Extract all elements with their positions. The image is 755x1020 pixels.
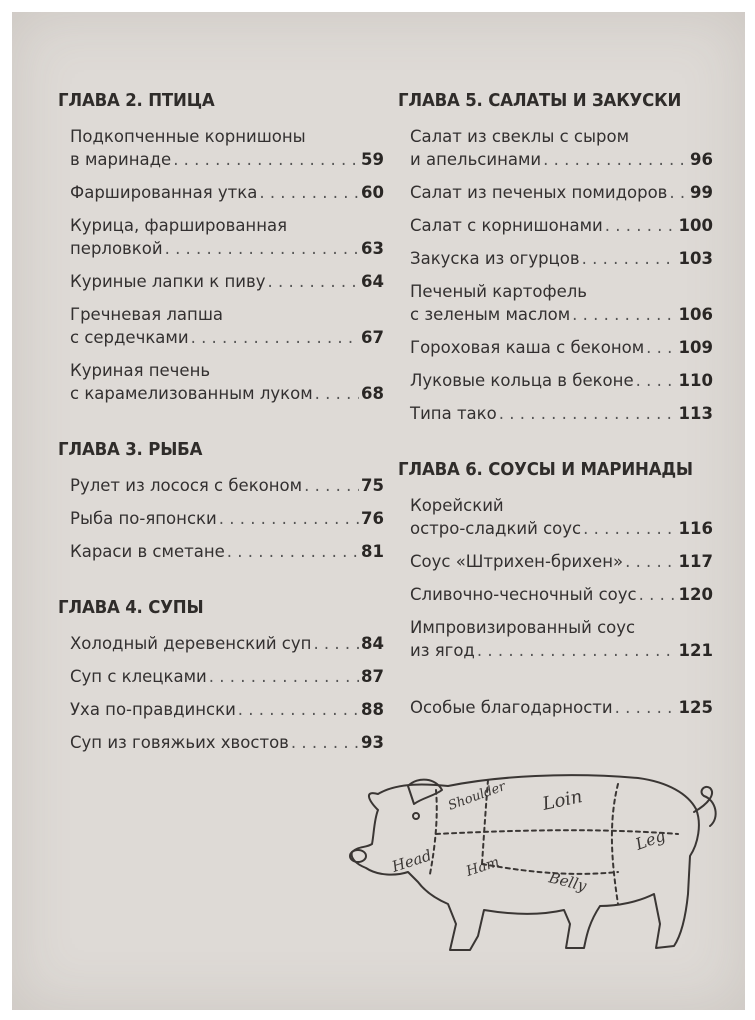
- toc-entry[interactable]: [410, 616, 713, 662]
- entry-title-line2: [410, 214, 713, 237]
- entry-title-line2: [70, 540, 384, 563]
- page-number: 110: [678, 371, 713, 390]
- dot-leader: [304, 474, 359, 497]
- toc-entry[interactable]: [410, 280, 713, 326]
- toc-entry[interactable]: [410, 402, 713, 425]
- entry-title-line2: [70, 632, 384, 655]
- dot-leader: [313, 632, 359, 655]
- page-number: 113: [678, 404, 713, 423]
- page-number: 75: [361, 476, 384, 495]
- entry-title-line1: Куриная печень: [70, 361, 211, 380]
- toc-entry[interactable]: [70, 665, 384, 688]
- entry-title-line1: Печеный картофель: [410, 282, 588, 301]
- page-number: 81: [361, 542, 384, 561]
- dot-leader: [499, 402, 677, 425]
- toc-entry[interactable]: [70, 474, 384, 497]
- entry-title-text: Салат из печеных помидоров: [410, 183, 668, 202]
- toc-entry[interactable]: [70, 359, 384, 405]
- entry-title-line1: Гречневая лапша: [70, 305, 224, 324]
- dot-leader: [636, 369, 677, 392]
- dot-leader: [227, 540, 359, 563]
- pig-eye: [413, 813, 419, 819]
- dot-leader: [267, 270, 359, 293]
- chapter-heading: ГЛАВА 6. СОУСЫ И МАРИНАДЫ: [398, 459, 693, 480]
- dot-leader: [191, 326, 359, 349]
- page-number: 100: [678, 216, 713, 235]
- entry-title-line2: [70, 731, 384, 754]
- entry-title-text: Типа тако: [410, 404, 497, 423]
- entry-title-text: Сливочно-чесночный соус: [410, 585, 637, 604]
- entry-title-text: Фаршированная утка: [70, 183, 258, 202]
- pig-label-belly: Belly: [547, 868, 589, 896]
- entry-title-text: из ягод: [410, 641, 475, 660]
- dot-leader: [219, 507, 359, 530]
- dot-leader: [209, 665, 359, 688]
- entry-title-line2: [70, 237, 384, 260]
- page-number: 87: [361, 667, 384, 686]
- toc-entry[interactable]: [410, 214, 713, 237]
- toc-entry[interactable]: [410, 336, 713, 359]
- page-number: 60: [361, 183, 384, 202]
- entry-title-line2: [410, 303, 713, 326]
- page-number: 93: [361, 733, 384, 752]
- toc-chapter-block: [398, 90, 713, 425]
- entry-title-line1: Импровизированный соус: [410, 618, 636, 637]
- toc-chapter-block: [58, 439, 384, 563]
- entry-title-text: Особые благодарности: [410, 698, 613, 717]
- page-number: 64: [361, 272, 384, 291]
- entry-title-line2: [70, 181, 384, 204]
- entry-title-line2: [70, 474, 384, 497]
- toc-entry[interactable]: [410, 247, 713, 270]
- entry-title-line2: [70, 148, 384, 171]
- page-number: 120: [678, 585, 713, 604]
- book-page: [12, 12, 745, 1010]
- toc-entry[interactable]: [410, 125, 713, 171]
- dot-leader: [639, 583, 677, 606]
- toc-entry[interactable]: [70, 125, 384, 171]
- entry-title-text: и апельсинами: [410, 150, 542, 169]
- entry-title-text: Уха по-правдински: [70, 700, 236, 719]
- page-number: 109: [678, 338, 713, 357]
- dot-leader: [583, 517, 676, 540]
- page-number: 125: [678, 698, 713, 717]
- toc-entry[interactable]: [410, 494, 713, 540]
- dot-leader: [315, 382, 359, 405]
- entry-title-line2: [410, 696, 713, 719]
- entry-title-line2: [70, 382, 384, 405]
- pig-cuts-illustration: [338, 764, 718, 964]
- entry-title-text: Суп из говяжьих хвостов: [70, 733, 289, 752]
- pig-label-head: Head: [389, 846, 434, 876]
- toc-entry[interactable]: [70, 632, 384, 655]
- page-number: 59: [361, 150, 384, 169]
- pig-tail: [694, 787, 716, 826]
- dot-leader: [615, 696, 677, 719]
- toc-entry-acknowledgements[interactable]: [410, 696, 713, 719]
- dot-leader: [572, 303, 676, 326]
- toc-right-column: [398, 90, 713, 729]
- toc-entry[interactable]: [70, 303, 384, 349]
- entry-title-text: Закуска из огурцов: [410, 249, 580, 268]
- toc-entry[interactable]: [410, 369, 713, 392]
- entry-title-line2: [410, 639, 713, 662]
- chapter-heading: ГЛАВА 4. СУПЫ: [58, 597, 204, 618]
- entry-title-line2: [410, 369, 713, 392]
- entry-title-line2: [410, 148, 713, 171]
- chapter-heading: ГЛАВА 5. САЛАТЫ И ЗАКУСКИ: [398, 90, 682, 111]
- entry-title-line2: [410, 402, 713, 425]
- entry-title-text: Холодный деревенский суп: [70, 634, 312, 653]
- toc-entry[interactable]: [70, 507, 384, 530]
- entry-title-text: Луковые кольца в беконе: [410, 371, 634, 390]
- toc-left-column: [58, 90, 384, 788]
- entry-title-text: с сердечками: [70, 328, 189, 347]
- page-number: 103: [678, 249, 713, 268]
- entry-title-text: Соус «Штрихен-брихен»: [410, 552, 624, 571]
- entry-title-text: Суп с клецками: [70, 667, 207, 686]
- toc-entry[interactable]: [70, 731, 384, 754]
- dot-leader: [605, 214, 677, 237]
- entry-title-text: перловкой: [70, 239, 163, 258]
- dot-leader: [477, 639, 677, 662]
- dot-leader: [291, 731, 359, 754]
- toc-entry[interactable]: [70, 270, 384, 293]
- pig-label-leg: Leg: [632, 825, 668, 854]
- page-number: 68: [361, 384, 384, 403]
- chapter-heading: ГЛАВА 3. РЫБА: [58, 439, 203, 460]
- page-number: 84: [361, 634, 384, 653]
- dot-leader: [173, 148, 359, 171]
- page-number: 67: [361, 328, 384, 347]
- toc-chapter-block: [398, 459, 713, 662]
- toc-entry[interactable]: [70, 698, 384, 721]
- chapter-heading: ГЛАВА 2. ПТИЦА: [58, 90, 215, 111]
- entry-title-line2: [70, 507, 384, 530]
- entry-title-line2: [70, 698, 384, 721]
- toc-entry[interactable]: [410, 550, 713, 573]
- entry-title-line2: [410, 583, 713, 606]
- page-number: 63: [361, 239, 384, 258]
- entry-title-line1: Салат из свеклы с сыром: [410, 127, 630, 146]
- entry-title-line1: Курица, фаршированная: [70, 216, 288, 235]
- toc-chapter-block: [58, 90, 384, 405]
- toc-entry[interactable]: [70, 181, 384, 204]
- cut-line-leg: [612, 784, 618, 904]
- dot-leader: [259, 181, 359, 204]
- entry-title-text: Рыба по-японски: [70, 509, 217, 528]
- dot-leader: [582, 247, 677, 270]
- entry-title-line2: [410, 517, 713, 540]
- page-number: 116: [678, 519, 713, 538]
- page-number: 106: [678, 305, 713, 324]
- entry-title-line2: [410, 247, 713, 270]
- entry-title-line2: [70, 326, 384, 349]
- dot-leader: [238, 698, 359, 721]
- page-number: 117: [678, 552, 713, 571]
- entry-title-text: остро-сладкий соус: [410, 519, 582, 538]
- page-number: 88: [361, 700, 384, 719]
- page-number: 96: [690, 150, 713, 169]
- entry-title-line1: Подкопченные корнишоны: [70, 127, 306, 146]
- page-number: 121: [678, 641, 713, 660]
- toc-chapter-block: [58, 597, 384, 754]
- dot-leader: [646, 336, 676, 359]
- entry-title-line2: [410, 336, 713, 359]
- toc-entry[interactable]: [410, 181, 713, 204]
- entry-title-line2: [410, 550, 713, 573]
- pig-label-ham: Ham: [464, 854, 502, 880]
- dot-leader: [625, 550, 676, 573]
- entry-title-text: Караси в сметане: [70, 542, 225, 561]
- entry-title-text: с зеленым маслом: [410, 305, 571, 324]
- entry-title-text: Гороховая каша с беконом: [410, 338, 645, 357]
- entry-title-line2: [410, 181, 713, 204]
- entry-title-line2: [70, 270, 384, 293]
- toc-entry[interactable]: [70, 540, 384, 563]
- page-number: 76: [361, 509, 384, 528]
- entry-title-text: в маринаде: [70, 150, 172, 169]
- entry-title-line2: [70, 665, 384, 688]
- page-number: 99: [690, 183, 713, 202]
- entry-title-text: Рулет из лосося с беконом: [70, 476, 303, 495]
- entry-title-line1: Корейский: [410, 496, 504, 515]
- pig-label-shoulder: Shoulder: [446, 779, 508, 814]
- toc-entry[interactable]: [70, 214, 384, 260]
- dot-leader: [165, 237, 359, 260]
- dot-leader: [669, 181, 688, 204]
- toc-entry[interactable]: [410, 583, 713, 606]
- entry-title-text: Куриные лапки к пиву: [70, 272, 266, 291]
- pig-label-loin: Loin: [540, 786, 585, 815]
- entry-title-text: с карамелизованным луком: [70, 384, 313, 403]
- entry-title-text: Салат с корнишонами: [410, 216, 603, 235]
- dot-leader: [543, 148, 688, 171]
